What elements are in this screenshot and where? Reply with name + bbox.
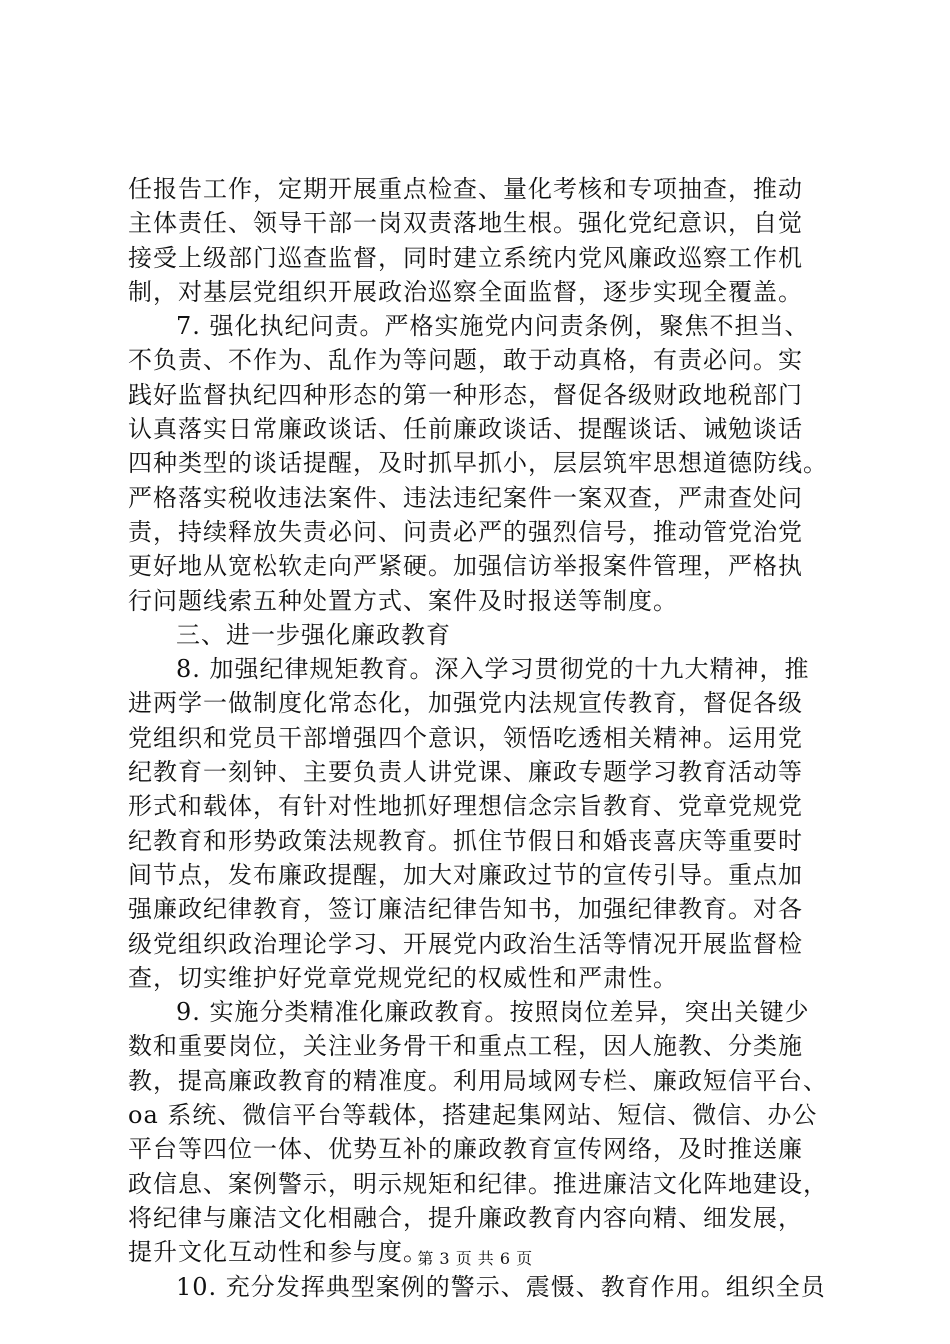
- text-line: 7. 强化执纪问责。严格实施党内问责条例，聚焦不担当、: [176, 312, 810, 341]
- text-line: 提升文化互动性和参与度。: [128, 1238, 428, 1267]
- text-line: 党组织和党员干部增强四个意识，领悟吃透相关精神。运用党: [128, 723, 803, 752]
- text-line: 查，切实维护好党章党规党纪的权威性和严肃性。: [128, 963, 678, 992]
- text-line: 8. 加强纪律规矩教育。深入学习贯彻党的十九大精神，推: [176, 655, 810, 684]
- text-line: 进两学一做制度化常态化，加强党内法规宣传教育，督促各级: [128, 689, 803, 718]
- text-line: 更好地从宽松软走向严紧硬。加强信访举报案件管理，严格执: [128, 552, 803, 581]
- text-line: 将纪律与廉洁文化相融合，提升廉政教育内容向精、细发展，: [128, 1203, 803, 1232]
- text-line: 四种类型的谈话提醒，及时抓早抓小，层层筑牢思想道德防线。: [128, 449, 828, 478]
- text-line: 纪教育和形势政策法规教育。抓住节假日和婚丧喜庆等重要时: [128, 826, 803, 855]
- text-line: 9. 实施分类精准化廉政教育。按照岗位差异，突出关键少: [176, 998, 810, 1027]
- text-line: 形式和载体，有针对性地抓好理想信念宗旨教育、党章党规党: [128, 792, 803, 821]
- text-line: oa 系统、微信平台等载体，搭建起集网站、短信、微信、办公: [128, 1101, 818, 1130]
- text-line: 不负责、不作为、乱作为等问题，敢于动真格，有责必问。实: [128, 346, 803, 375]
- page-footer: 第 3 页 共 6 页: [417, 1249, 533, 1268]
- text-line: 数和重要岗位，关注业务骨干和重点工程，因人施教、分类施: [128, 1032, 803, 1061]
- text-line: 任报告工作，定期开展重点检查、量化考核和专项抽查，推动: [128, 175, 803, 203]
- text-line: 级党组织政治理论学习、开展党内政治生活等情况开展监督检: [128, 929, 803, 958]
- text-line: 间节点，发布廉政提醒，加大对廉政过节的宣传引导。重点加: [128, 860, 803, 889]
- text-line: 政信息、案例警示，明示规矩和纪律。推进廉洁文化阵地建设，: [128, 1169, 828, 1198]
- text-line: 行问题线索五种处置方式、案件及时报送等制度。: [128, 586, 678, 615]
- text-line: 制，对基层党组织开展政治巡察全面监督，逐步实现全覆盖。: [128, 277, 803, 306]
- text-line: 教，提高廉政教育的精准度。利用局域网专栏、廉政短信平台、: [128, 1066, 828, 1095]
- text-line: 平台等四位一体、优势互补的廉政教育宣传网络，及时推送廉: [128, 1135, 803, 1164]
- text-line: 纪教育一刻钟、主要负责人讲党课、廉政专题学习教育活动等: [128, 758, 803, 787]
- text-line: 强廉政纪律教育，签订廉洁纪律告知书，加强纪律教育。对各: [128, 895, 803, 924]
- text-line: 接受上级部门巡查监督，同时建立系统内党风廉政巡察工作机: [128, 243, 803, 272]
- text-line: 三、进一步强化廉政教育: [176, 620, 451, 649]
- text-line: 主体责任、领导干部一岗双责落地生根。强化党纪意识，自觉: [128, 209, 803, 238]
- text-line: 认真落实日常廉政谈话、任前廉政谈话、提醒谈话、诫勉谈话: [128, 415, 803, 444]
- text-line: 10. 充分发挥典型案例的警示、震慑、教育作用。组织全员: [176, 1272, 826, 1301]
- text-line: 践好监督执纪四种形态的第一种形态，督促各级财政地税部门: [128, 380, 803, 409]
- text-line: 严格落实税收违法案件、违法违纪案件一案双查，严肃查处问: [128, 483, 803, 512]
- text-line: 责，持续释放失责必问、问责必严的强烈信号，推动管党治党: [128, 517, 803, 546]
- body-text: [128, 172, 840, 1304]
